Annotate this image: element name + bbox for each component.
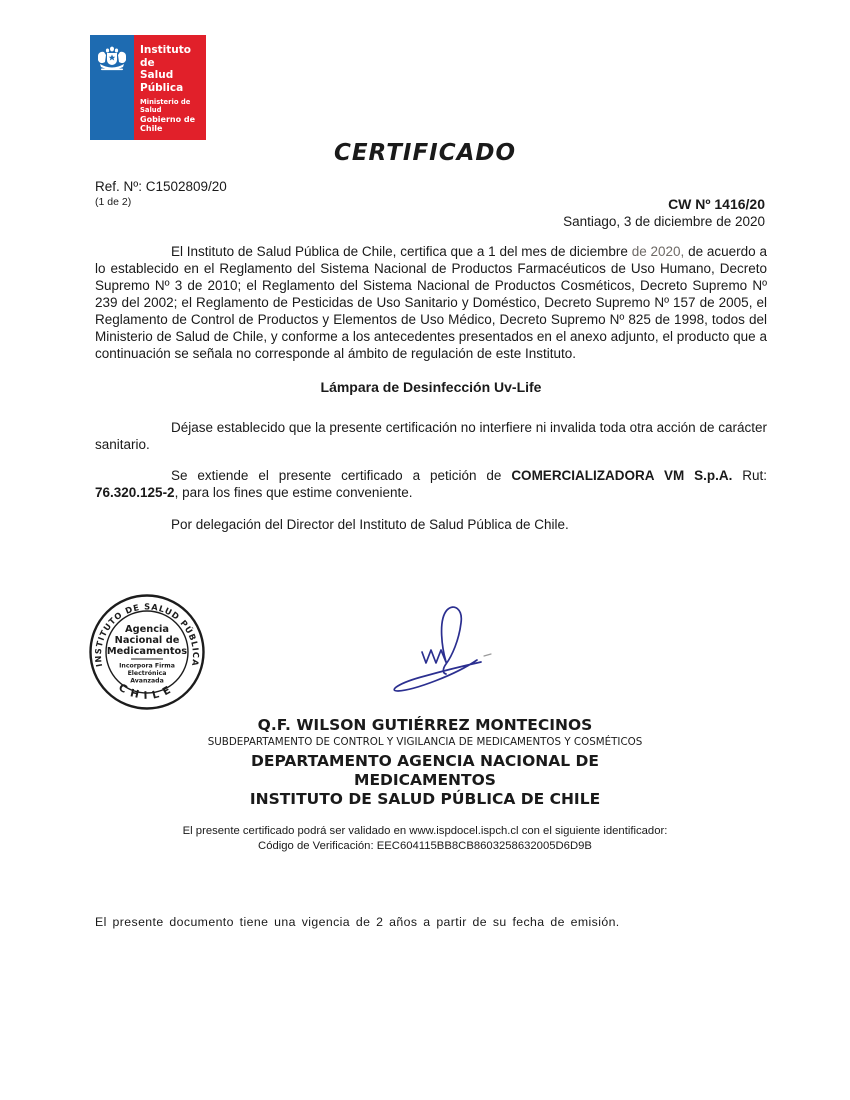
isp-logo	[90, 35, 206, 140]
cw-number: CW Nº 1416/20	[668, 196, 765, 212]
validity-note: El presente documento tiene una vigencia de 2 años a partir de su fecha de emisión.	[95, 915, 620, 929]
official-seal	[86, 591, 208, 713]
logo-red-panel	[134, 35, 206, 140]
p1-suffix: de acuerdo a lo establecido en el Reglamento del Sistema Nacional de Productos Farmacéuticos de Uso Humano, Decreto Supremo Nº 3 de 2010; el Reglamento del Sistema Nacional de Productos Cosméticos, Decreto Supremo Nº 239 del 2002; el Reglamento de Pesticidas de Uso Sanitario y Doméstico, Decreto Supremo Nº 157 de 2005, el Reglamento de Control de Productos y Elementos de Uso Médico, Decreto Supremo Nº 825 de 1998, todos del Ministerio de Salud de Chile, y conforme a los antecedentes presentados en el anexo adjunto, el producto que a continuación se señala no corresponde al ámbito de regulación de este Instituto.	[95, 244, 767, 361]
place-date: Santiago, 3 de diciembre de 2020	[563, 214, 765, 229]
seal-sub-line1: Incorpora Firma	[119, 662, 175, 670]
paragraph-disclaimer: Déjase establecido que la presente certificación no interfiere ni invalida toda otra acción de carácter sanitario.	[95, 420, 767, 452]
signatory-name: Q.F. WILSON GUTIÉRREZ MONTECINOS	[257, 716, 593, 734]
seal-center-line2: Nacional de	[114, 635, 180, 646]
signatory-subdepartment: SUBDEPARTAMENTO DE CONTROL Y VIGILANCIA DE MEDICAMENTOS Y COSMÉTICOS	[207, 736, 643, 748]
logo-government: Gobierno de Chile	[140, 115, 196, 133]
reference-number: Ref. Nº: C1502809/20	[95, 179, 227, 194]
seal-sub-line3: Avanzada	[130, 677, 164, 685]
reference-block	[95, 179, 227, 208]
p3-prefix: Se extiende el presente certificado a petición de	[171, 468, 512, 483]
verification-instruction: El presente certificado podrá ser validado en www.ispdocel.ispch.cl con el siguiente identificador:	[182, 825, 668, 837]
petitioner-rut: 76.320.125-2	[95, 485, 175, 500]
seal-center-line1: Agencia	[125, 624, 169, 635]
seal-stamp-icon	[86, 591, 208, 713]
p3-suffix: , para los fines que estime conveniente.	[174, 485, 413, 500]
page-indicator: (1 de 2)	[95, 196, 132, 208]
p3-mid: Rut:	[732, 468, 767, 483]
seal-ring-bottom-text: CHILE	[116, 681, 178, 703]
certificate-body	[95, 243, 767, 533]
verification-code: Código de Verificación: EEC604115BB8CB8603258632005D6D9B	[258, 840, 592, 852]
signature-ink-icon	[380, 600, 500, 705]
signatory-department: DEPARTAMENTO AGENCIA NACIONAL DE MEDICAMENTOS	[251, 752, 599, 789]
petitioner-company: COMERCIALIZADORA VM S.p.A.	[511, 468, 733, 483]
paragraph-petitioner	[95, 467, 767, 501]
logo-institute-name: Instituto de Salud Pública	[140, 44, 191, 94]
seal-ring-top-text: INSTITUTO DE SALUD PÚBLICA	[92, 601, 202, 668]
signatory-block	[0, 716, 850, 809]
document-title: CERTIFICADO	[333, 140, 517, 166]
meta-block	[563, 196, 765, 229]
signatory-institute: INSTITUTO DE SALUD PÚBLICA DE CHILE	[249, 790, 601, 808]
seal-center-line3: Medicamentos	[106, 646, 188, 657]
paragraph-delegation: Por delegación del Director del Instituto de Salud Pública de Chile.	[171, 517, 569, 532]
paragraph-regulations	[95, 243, 767, 362]
seal-sub-line2: Electrónica	[127, 670, 167, 677]
logo-blue-panel	[90, 35, 134, 140]
logo-ministry: Ministerio de Salud	[140, 98, 191, 114]
verification-block	[0, 824, 850, 854]
svg-text:CHILE	[116, 682, 177, 702]
chile-coat-of-arms-icon	[94, 43, 130, 77]
handwritten-signature	[380, 600, 500, 705]
p1-prefix: El Instituto de Salud Pública de Chile, certifica que a 1 del mes de diciembre	[171, 244, 632, 259]
product-name: Lámpara de Desinfección Uv-Life	[320, 379, 542, 395]
p1-date-highlight: de 2020,	[631, 244, 685, 259]
